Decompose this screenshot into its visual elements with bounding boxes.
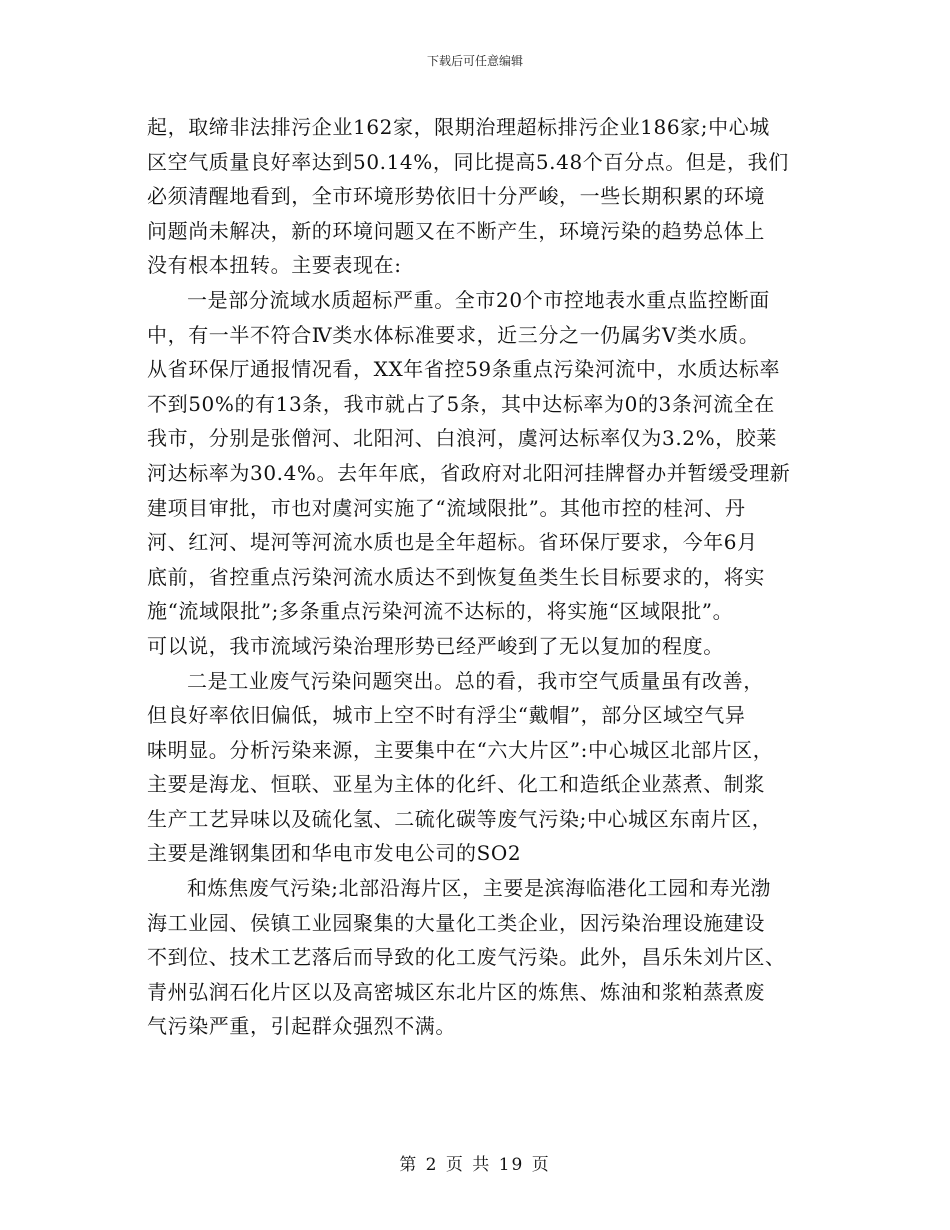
text-line: 从省环保厅通报情况看，XX年省控59条重点污染河流中，水质达标率 (147, 357, 781, 382)
text-line: 但良好率依旧偏低，城市上空不时有浮尘“戴帽”，部分区域空气异 (147, 703, 746, 728)
page-header: 下载后可任意编辑 (426, 54, 523, 68)
text-line: 河达标率为30.4%。去年年底，省政府对北阳河挂牌督办并暂缓受理新 (147, 460, 791, 485)
paragraph-start-line: 二是工业废气污染问题突出。总的看，我市空气质量虽有改善， (187, 668, 764, 693)
text-line: 建项目审批，市也对虞河实施了“流域限批”。其他市控的桂河、丹 (147, 495, 746, 520)
text-line: 生产工艺异味以及硫化氢、二硫化碳等废气污染;中心城区东南片区， (147, 806, 773, 831)
text-line: 底前，省控重点污染河流水质达不到恢复鱼类生长目标要求的，将实 (147, 564, 765, 589)
text-line: 施“流域限批”;多条重点污染河流不达标的，将实施“区域限批”。 (147, 599, 734, 624)
text-line: 可以说，我市流域污染治理形势已经严峻到了无以复加的程度。 (147, 633, 724, 658)
text-line: 起，取缔非法排污企业162家，限期治理超标排污企业186家;中心城 (147, 115, 770, 139)
text-line: 主要是潍钢集团和华电市发电公司的SO2 (147, 841, 522, 866)
text-line: 区空气质量良好率达到50.14%，同比提高5.48个百分点。但是，我们 (147, 149, 789, 174)
text-line: 主要是海龙、恒联、亚星为主体的化纤、化工和造纸企业蒸煮、制浆 (147, 772, 765, 797)
paragraph-start-line: 和炼焦废气污染;北部沿海片区，主要是滨海临港化工园和寿光渤 (187, 876, 772, 901)
text-line: 海工业园、侯镇工业园聚集的大量化工类企业，因污染治理设施建设 (147, 910, 765, 935)
text-line: 不到位、技术工艺落后而导致的化工废气污染。此外，昌乐朱刘片区、 (147, 945, 786, 970)
text-line: 没有根本扭转。主要表现在: (147, 253, 402, 278)
text-line: 味明显。分析污染来源，主要集中在“六大片区”:中心城区北部片区， (147, 737, 774, 762)
paragraph-start-line: 一是部分流域水质超标严重。全市20个市控地表水重点监控断面 (187, 287, 770, 312)
text-line: 中，有一半不符合Ⅳ类水体标准要求，近三分之一仍属劣Ⅴ类水质。 (147, 322, 760, 347)
text-line: 问题尚未解决，新的环境问题又在不断产生，环境污染的趋势总体上 (147, 218, 765, 243)
text-line: 我市，分别是张僧河、北阳河、白浪河，虞河达标率仅为3.2%，胶莱 (147, 426, 778, 451)
page-number-footer: 第 2 页 共 19 页 (399, 1155, 551, 1175)
document-body (147, 110, 807, 1044)
text-line: 河、红河、堤河等河流水质也是全年超标。省环保厅要求，今年6月 (147, 530, 758, 555)
text-line: 青州弘润石化片区以及高密城区东北片区的炼焦、炼油和浆粕蒸煮废 (147, 979, 765, 1004)
text-line: 必须清醒地看到，全市环境形势依旧十分严峻，一些长期积累的环境 (147, 184, 765, 209)
text-line: 气污染严重，引起群众强烈不满。 (147, 1014, 456, 1039)
text-line: 不到50%的有13条，我市就占了5条，其中达标率为0的3条河流全在 (147, 391, 775, 416)
